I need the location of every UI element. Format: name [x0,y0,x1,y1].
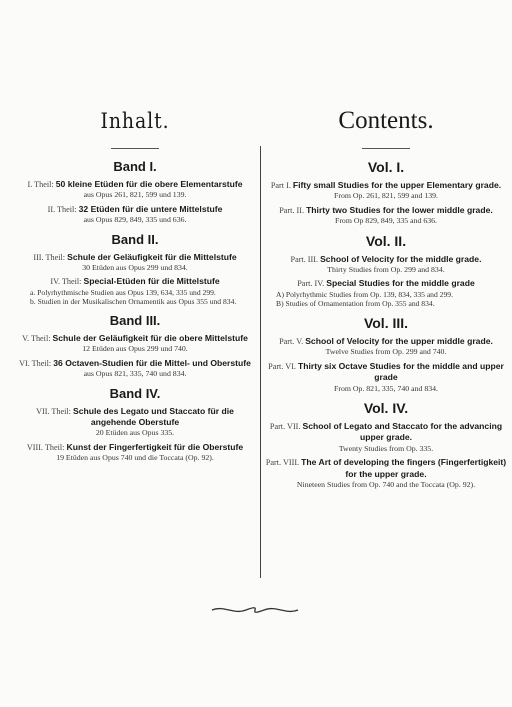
subsection-item: B) Studies of Ornamentation from Op. 355 and 834. [276,299,435,309]
part-label: Part. VII. [269,422,301,432]
opus-source: From Op. 821, 335, 740 and 834. [334,383,438,393]
part-title: Kunst der Fingerfertigkeit für die Oberstufe [66,441,244,452]
content-entry [16,204,254,226]
content-entry [16,358,254,380]
part-title: Special Studies for the middle grade [326,278,475,289]
content-entry [16,252,254,274]
part-label: Part. III. [290,254,319,264]
volume-title: Vol. I. [367,159,405,175]
volume-title: Band IV. [109,385,161,401]
content-entry [16,406,254,439]
content-entry [262,336,510,358]
part-label: I. Theil: [27,180,54,189]
part-label: Part. VIII. [265,458,300,468]
part-title: School of Velocity for the middle grade. [320,253,482,264]
volume-title: Vol. IV. [363,400,409,417]
part-title: The Art of developing the fingers (Fingerfertigkeit) for the upper grade. [301,457,507,479]
subsection-item: a. Polyrhythmische Studien aus Opus 139, 634, 335 und 299. [30,287,216,297]
page-title-german: Inhalt. [100,109,170,133]
part-title: Thirty two Studies for the lower middle grade. [306,204,493,215]
volume-title: Band II. [111,231,159,247]
part-label: Part I. [270,181,291,190]
content-entry [262,205,510,227]
opus-source: From Op. 261, 821, 599 and 139. [334,191,438,201]
opus-source: 30 Etüden aus Opus 299 und 834. [82,263,188,273]
content-entry [262,180,510,202]
part-title: 50 kleine Etüden für die obere Elementarstufe [55,179,243,189]
part-label: II. Theil: [47,204,77,214]
opus-source: 12 Etüden aus Opus 299 und 740. [82,344,188,354]
content-entry [262,421,510,454]
part-label: VI. Theil: [19,358,52,368]
part-label: Part. II. [279,205,305,215]
content-entry [16,442,254,464]
opus-source: aus Opus 261, 821, 599 und 139. [83,190,187,200]
opus-source: aus Opus 821, 335, 740 und 834. [83,369,187,379]
part-title: School of Legato and Staccato for the advancing upper grade. [302,421,503,443]
volume-list-english [262,159,510,491]
title-rule-english [362,148,410,149]
opus-source: Nineteen Studies from Op. 740 and the Toccata (Op. 92). [296,480,476,490]
part-label: VIII. Theil: [26,442,65,452]
volume-title: Band I. [113,159,157,174]
part-title: 32 Etüden für die untere Mittelstufe [78,203,223,214]
volume-list-german [16,159,254,464]
volume-title: Vol. II. [365,232,407,249]
part-label: V. Theil: [22,334,51,344]
content-entry [262,457,510,490]
part-label: Part. VI. [268,361,296,371]
opus-source: aus Opus 829, 849, 335 und 636. [83,215,187,225]
part-title: Schule der Geläufigkeit für die Mittelstufe [67,251,237,262]
opus-source: 19 Etüden aus Opus 740 und die Toccata (Op. 92). [56,453,214,463]
content-entry [262,278,510,309]
opus-source: Twelve Studies from Op. 299 and 740. [325,347,447,357]
content-entry [16,333,254,355]
content-entry [16,276,254,307]
volume-title: Vol. III. [363,315,409,332]
volume-title: Band III. [109,313,161,329]
opus-source: 20 Etüden aus Opus 335. [95,428,175,438]
part-label: Part. V. [279,337,304,347]
subsection-item: b. Studien in der Musikalischen Ornamentik aus Opus 355 und 834. [30,297,237,307]
opus-source: From Op 829, 849, 335 and 636. [334,216,437,226]
column-divider [260,146,261,578]
content-entry [262,254,510,276]
part-title: Thirty six Octave Studies for the middle and upper grade [298,360,504,383]
opus-source: Thirty Studies from Op. 299 and 834. [327,265,445,275]
part-title: 36 Octaven-Studien für die Mittel- und Oberstufe [53,357,251,368]
part-title: Special-Etüden für die Mittelstufe [83,276,220,287]
page-title-english: Contents. [338,107,434,134]
part-title: Schule der Geläufigkeit für die obere Mittelstufe [52,333,248,344]
flourish-ornament [210,604,300,616]
subsection-item: A) Polyrhythmic Studies from Op. 139, 834, 335 and 299. [276,289,453,299]
part-label: VII. Theil: [36,406,71,416]
part-title: School of Velocity for the upper middle grade. [305,336,493,347]
part-title: Schule des Legato und Staccato für die angehende Oberstufe [72,405,234,428]
title-rule-german [111,148,159,149]
contents-german-column [16,108,254,467]
content-entry [16,179,254,201]
part-label: III. Theil: [33,252,66,262]
opus-source: Twenty Studies from Op. 335. [338,443,434,453]
contents-english-column [262,108,510,494]
part-title: Fifty small Studies for the upper Elementary grade. [292,180,502,190]
part-label: IV. Theil: [50,277,82,287]
part-label: Part. IV. [297,279,325,289]
content-entry [262,361,510,394]
